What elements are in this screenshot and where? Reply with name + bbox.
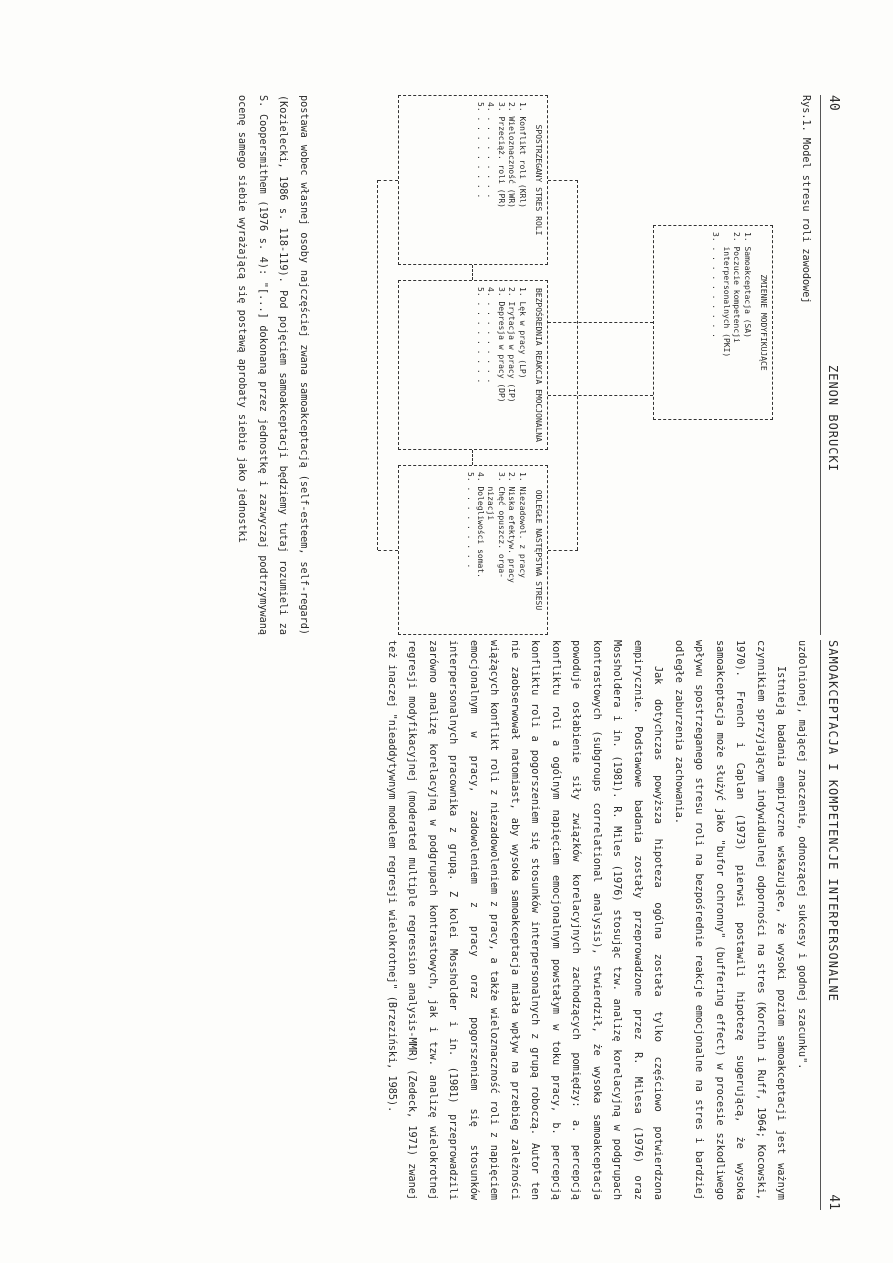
- figure-caption: Rys.1. Model stresu roli zawodowej: [800, 95, 811, 304]
- left-paragraph: postawa wobec własnej osoby najczęściej zwana samoakceptacją (self-esteem, self-regard) (Kozielecki, 1986 s. 118-119). Pod pojęciem samoakceptacji będziemy tutaj rozumieli za S. Coopersmithem (1976 s. 4): "[...] dokonaną przez jednostkę i zazwyczaj podtrzymywaną ocenę samego siebie wyrażającą się postawą aprobaty siebie jako jednostki: [236, 95, 309, 635]
- left-body-text: [231, 95, 313, 635]
- stress-model-diagram: [353, 95, 773, 635]
- right-page: [43, 640, 843, 1210]
- reaction-item: 1. Lęk w pracy (LP): [517, 287, 527, 379]
- effect-item: 5. . . . . . . . . .: [465, 472, 475, 569]
- moderator-link-left: [548, 322, 653, 323]
- moderator-item: 2. Poczucie kompetencji: [732, 232, 742, 343]
- direct-reaction-box: [398, 280, 548, 450]
- distant-effects-title: ODLEGŁE NASTĘPSTWA STRESU: [534, 489, 543, 611]
- distant-effects-box: [398, 465, 548, 635]
- effect-item: nizacji: [486, 472, 496, 521]
- effect-item: 3. Chęć opuszcz. orga-: [496, 472, 506, 578]
- feedback-line: [377, 180, 378, 550]
- moderator-item: 1. Samoakceptacja (SA): [742, 232, 752, 338]
- right-paragraph: uzdolnionej, mającej znaczenie, odnoszącej sukcesy i godnej szacunku".: [796, 640, 807, 1070]
- reaction-item: 4. . . . . . . . . .: [486, 287, 496, 384]
- moderator-item: interpersonalnych (PKI): [721, 232, 731, 358]
- left-header-title: ZENON BORUCKI: [826, 365, 840, 472]
- left-page-number: 40: [826, 95, 841, 111]
- moderator-link-to-effects: [548, 550, 578, 551]
- reaction-item: 3. Depresja w pracy (DP): [496, 287, 506, 403]
- moderator-link-horizontal: [577, 180, 578, 550]
- effect-item: 1. Niezadowol. z pracy: [517, 472, 527, 578]
- stress-item: 2. Wieloznaczność (WR): [507, 102, 517, 208]
- moderator-link-to-stress: [548, 180, 578, 181]
- stress-item: 5. . . . . . . . . .: [475, 102, 485, 199]
- reaction-item: 2. Irytacja w pracy (IP): [507, 287, 517, 403]
- stress-item: 4. . . . . . . . . .: [486, 102, 496, 199]
- moderators-title: ZMIENNE MODYFIKUJĄCE: [759, 274, 768, 371]
- right-paragraph: Istnieją badania empiryczne wskazujące, że wysoki poziom samoakceptacji jest ważnym czynnikiem sprzyjającym indywidualnej odporności na stres (Korchin i Ruff, 1964; Kocowski, 1970). French i Caplan (1973) pierwsi postawili hipotezę sugerującą, że wysoka samoakceptacja może służyć jako "bufor ochronny" (buffering effect) w procesie szkodliwego wpływu spostrzeganego stresu roli na bezpośrednie reakcje emocjonalne na stres i bardziej odległe zaburzenia zachowania.: [673, 640, 787, 1200]
- effect-item: 2. Niska efektyw. pracy: [507, 472, 517, 583]
- left-page: [73, 95, 843, 635]
- reaction-item: 5. . . . . . . . . .: [475, 287, 485, 384]
- feedback-left: [378, 180, 398, 181]
- right-body-text: [381, 640, 812, 1200]
- direct-reaction-title: BEZPOŚREDNIA REAKCJA EMOCJONALNA: [534, 287, 543, 443]
- feedback-right: [378, 550, 398, 551]
- perceived-stress-box: [398, 95, 548, 265]
- stress-item: 1. Konflikt roli (KRl): [517, 102, 527, 208]
- right-page-number: 41: [826, 1194, 841, 1210]
- moderator-item: 3. . . . . . . . . . .: [711, 232, 721, 338]
- moderator-link-right: [548, 395, 653, 396]
- arrow-reaction-to-effects: [472, 450, 473, 465]
- effect-item: 4. Dolegliwości somat.: [475, 472, 485, 578]
- right-paragraph: Jak dotychczas powyższa hipoteza ogólna została tylko częściowo potwierdzona empirycznie. Podstawowe badania zostały przeprowadzone przez R. Milesa (1976) oraz Mossholdera i in. (1981). R. Miles (1976) stosując tzw. analizę korelacyjną w podgrupach kontrastowych (subgroups correlational analysis), stwierdził, że wysoka samoakceptacja powoduje osłabienie siły związków korelacyjnych zachodzących pomiędzy: a. percepcją konfliktu roli a ogólnym napięciem emocjonalnym powstałym w toku pracy, b. percepcją konfliktu roli a pogorszeniem się stosunków interpersonalnych z grupą roboczą. Autor ten nie zaobserwował natomiast, aby wysoka samoakceptacja miała wpływ na przebieg zależności wiążących konflikt roli z niezadowoleniem z pracy, a także wieloznaczność roli z napięciem emocjonalnym w pracy, zadowoleniem z pracy oraz pogorszeniem się stosunków interpersonalnych pracownika z grupą. Z kolei Mossholder i in. (1981) przeprowadzili zarówno analizę korelacyjną w podgrupach kontrastowych, jak i tzw. analizę wielokrotnej regresji modyfikacyjnej (moderated multiple regression analysis-MMR) (Zedeck, 1971) zwanej też inaczej "nieaddytywnym modelem regresji wielokrotnej" (Brzeziński, 1985).: [386, 640, 664, 1200]
- left-running-head: [820, 95, 843, 635]
- stress-item: 3. Przeciąż. roli (PR): [496, 102, 506, 208]
- perceived-stress-title: SPOSTRZEGANY STRES ROLI: [534, 124, 543, 236]
- moderators-box: [653, 225, 773, 420]
- arrow-stress-to-reaction: [472, 265, 473, 280]
- right-header-title: SAMOAKCEPTACJA I KOMPETENCJE INTERPERSONALNE: [826, 640, 840, 1002]
- right-running-head: [820, 640, 843, 1210]
